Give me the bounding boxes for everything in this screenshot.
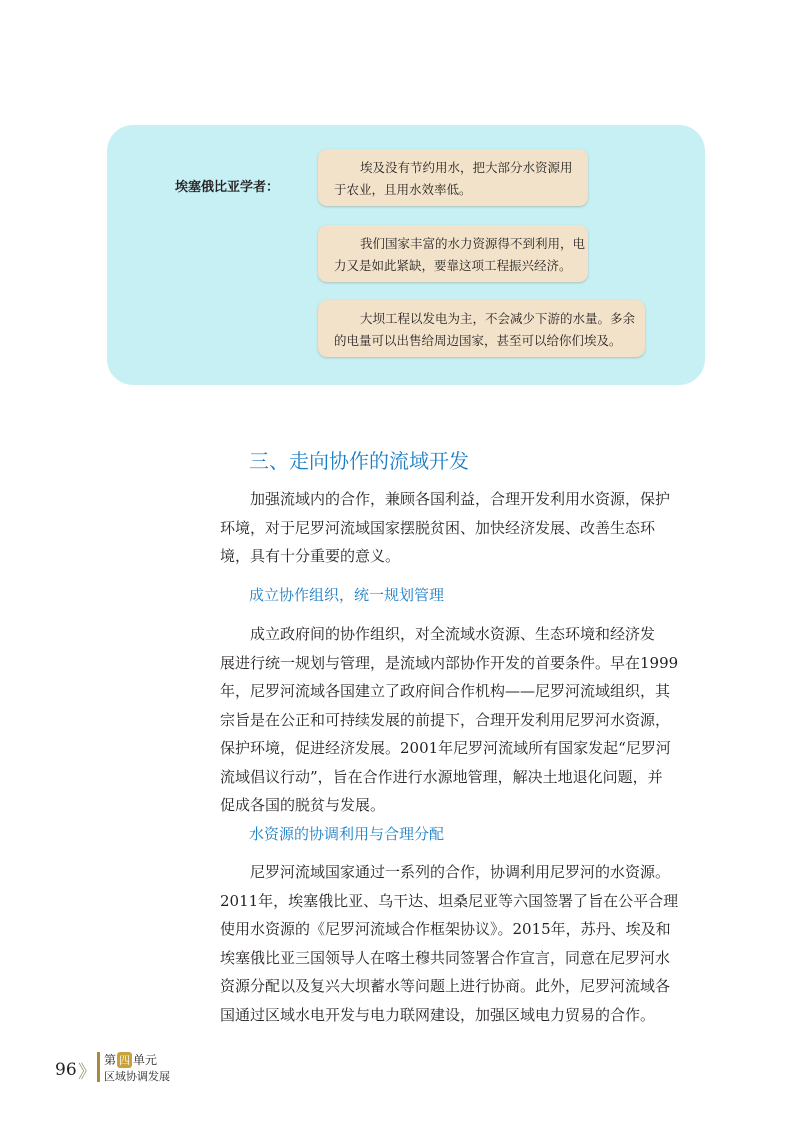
paragraph-line: 成立政府间的协作组织，对全流域水资源、生态环境和经济发 [220,625,656,643]
unit-number-badge: 四 [119,1054,131,1067]
paragraph-line: 年，尼罗河流域各国建立了政府间合作机构——尼罗河流域组织，其 [220,682,671,700]
organization-paragraph [220,620,710,820]
paragraph-line: 展进行统一规划与管理，是流域内部协作开发的首要条件。早在1999 [220,653,679,672]
speech-bubble [318,149,588,206]
bubble-line: 埃及没有节约用水，把大部分水资源用 [360,160,573,175]
paragraph-line: 国通过区域水电开发与电力联网建设，加强区域电力贸易的合作。 [220,1005,656,1024]
bubble-line: 力又是如此紧缺，要靠这项工程振兴经济。 [334,258,572,273]
page-number: 96 [55,1060,77,1080]
subsection-title-water-allocation: 水资源的协调利用与合理分配 [249,825,445,843]
paragraph-line: 保护环境，促进经济发展。2001年尼罗河流域所有国家发起“尼罗河 [220,739,671,757]
chevron-right-icon: 》 [78,1062,91,1083]
speech-bubble [318,300,645,357]
paragraph-line: 促成各国的脱贫与发展。 [220,796,386,814]
paragraph-line: 资源分配以及复兴大坝蓄水等问题上进行协商。此外，尼罗河流域各 [220,977,671,995]
paragraph-line: 2011年，埃塞俄比亚、乌干达、坦桑尼亚等六国签署了旨在公平合理 [220,891,679,910]
footer-divider [97,1052,100,1082]
bubble-line: 的电量可以出售给周边国家，甚至可以给你们埃及。 [334,333,622,348]
subsection-title-organization: 成立协作组织，统一规划管理 [249,586,445,604]
paragraph-line: 环境，对于尼罗河流域国家摆脱贫困、加快经济发展、改善生态环 [220,518,656,537]
paragraph-line: 宗旨是在公正和可持续发展的前提下，合理开发利用尼罗河水资源， [220,710,671,729]
bubble-line: 于农业，且用水效率低。 [334,182,472,197]
paragraph-line: 使用水资源的《尼罗河流域合作框架协议》。2015年，苏丹、埃及和 [220,920,671,938]
paragraph-line: 埃塞俄比亚三国领导人在喀土穆共同签署合作宣言，同意在尼罗河水 [220,948,671,967]
unit-suffix: 单元 [133,1053,158,1067]
paragraph-line: 尼罗河流域国家通过一系列的合作，协调利用尼罗河的水资源。 [220,863,671,881]
paragraph-line: 流域倡议行动”，旨在合作进行水源地管理，解决土地退化问题，并 [220,767,663,786]
paragraph-line: 境，具有十分重要的意义。 [220,547,401,565]
speech-bubble [318,225,588,282]
section-title: 三、走向协作的流域开发 [249,449,469,473]
unit-prefix: 第 [104,1053,117,1067]
intro-paragraph [220,485,710,571]
speaker-label: 埃塞俄比亚学者： [175,180,280,195]
paragraph-line: 加强流域内的合作，兼顾各国利益，合理开发利用水资源，保护 [220,490,671,508]
unit-label [104,1051,157,1068]
unit-title: 区域协调发展 [104,1070,170,1083]
water-allocation-paragraph [220,858,710,1029]
bubble-line: 我们国家丰富的水力资源得不到利用，电 [360,236,586,251]
bubble-line: 大坝工程以发电为主，不会减少下游的水量。多余 [360,311,636,326]
